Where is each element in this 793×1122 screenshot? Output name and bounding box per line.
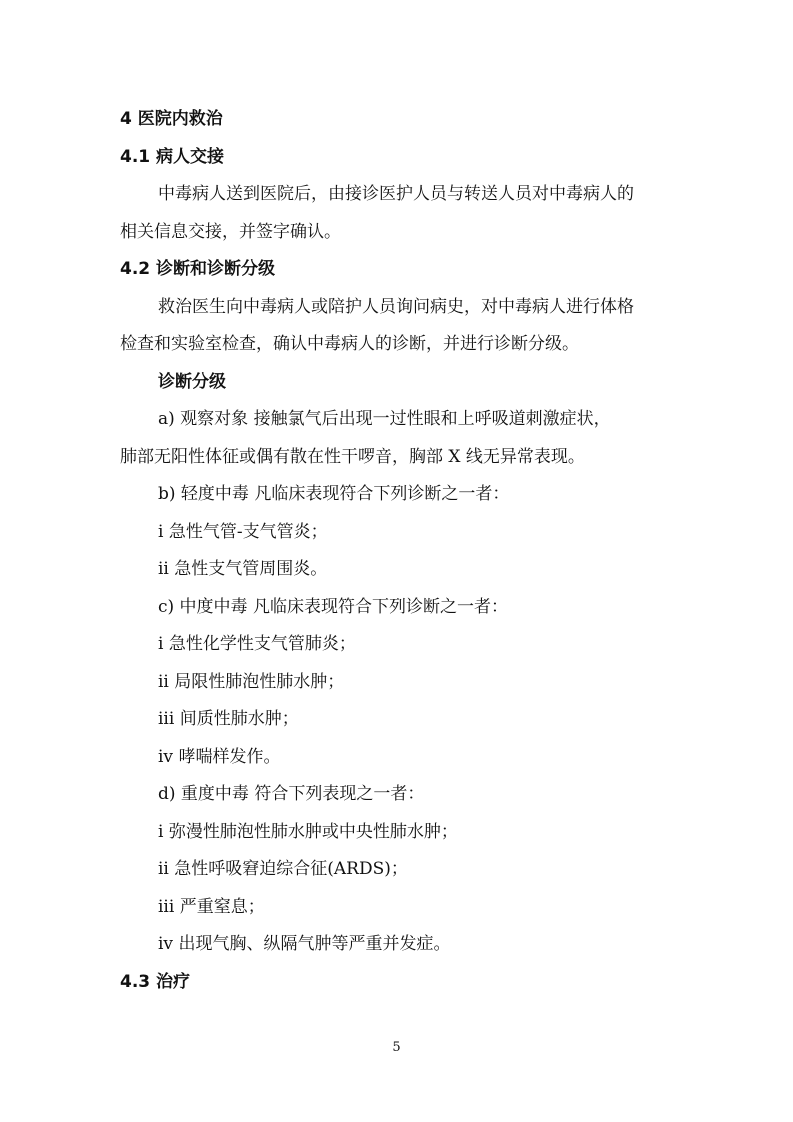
- list-subitem: iv 出现气胸、纵隔气肿等严重并发症。: [158, 934, 451, 954]
- section-heading-4-1: 4.1 病人交接: [120, 147, 225, 167]
- list-subitem: i 急性气管-支气管炎；: [158, 522, 328, 542]
- section-heading-4-2: 4.2 诊断和诊断分级: [120, 259, 276, 279]
- paragraph-line: 中毒病人送到医院后，由接诊医护人员与转送人员对中毒病人的: [158, 184, 634, 204]
- list-subitem: ii 急性支气管周围炎。: [158, 559, 328, 579]
- list-subitem: iv 哮喘样发作。: [158, 747, 281, 767]
- paragraph-line: 相关信息交接，并签字确认。: [120, 222, 341, 242]
- list-subitem: i 弥漫性肺泡性肺水肿或中央性肺水肿；: [158, 822, 458, 842]
- list-item-c: c) 中度中毒 凡临床表现符合下列诊断之一者：: [158, 597, 508, 617]
- section-heading-4-3: 4.3 治疗: [120, 972, 191, 992]
- page-number: 5: [392, 1040, 401, 1055]
- list-item-b: b) 轻度中毒 凡临床表现符合下列诊断之一者：: [158, 484, 510, 504]
- list-item-a: a) 观察对象 接触氯气后出现一过性眼和上呼吸道刺激症状，: [158, 409, 611, 429]
- paragraph-line: 检查和实验室检查，确认中毒病人的诊断，并进行诊断分级。: [120, 334, 579, 354]
- list-subitem: ii 局限性肺泡性肺水肿；: [158, 672, 345, 692]
- section-heading-4: 4 医院内救治: [120, 109, 223, 129]
- subheading-diagnosis-grading: 诊断分级: [158, 372, 226, 392]
- list-item-a-continued: 肺部无阳性体征或偶有散在性干啰音，胸部 X 线无异常表现。: [120, 447, 585, 467]
- list-subitem: iii 间质性肺水肿；: [158, 709, 299, 729]
- list-item-d: d) 重度中毒 符合下列表现之一者：: [158, 784, 425, 804]
- list-subitem: iii 严重窒息；: [158, 897, 265, 917]
- list-subitem: ii 急性呼吸窘迫综合征(ARDS)；: [158, 859, 408, 879]
- list-subitem: i 急性化学性支气管肺炎；: [158, 634, 356, 654]
- paragraph-line: 救治医生向中毒病人或陪护人员询问病史，对中毒病人进行体格: [158, 297, 634, 317]
